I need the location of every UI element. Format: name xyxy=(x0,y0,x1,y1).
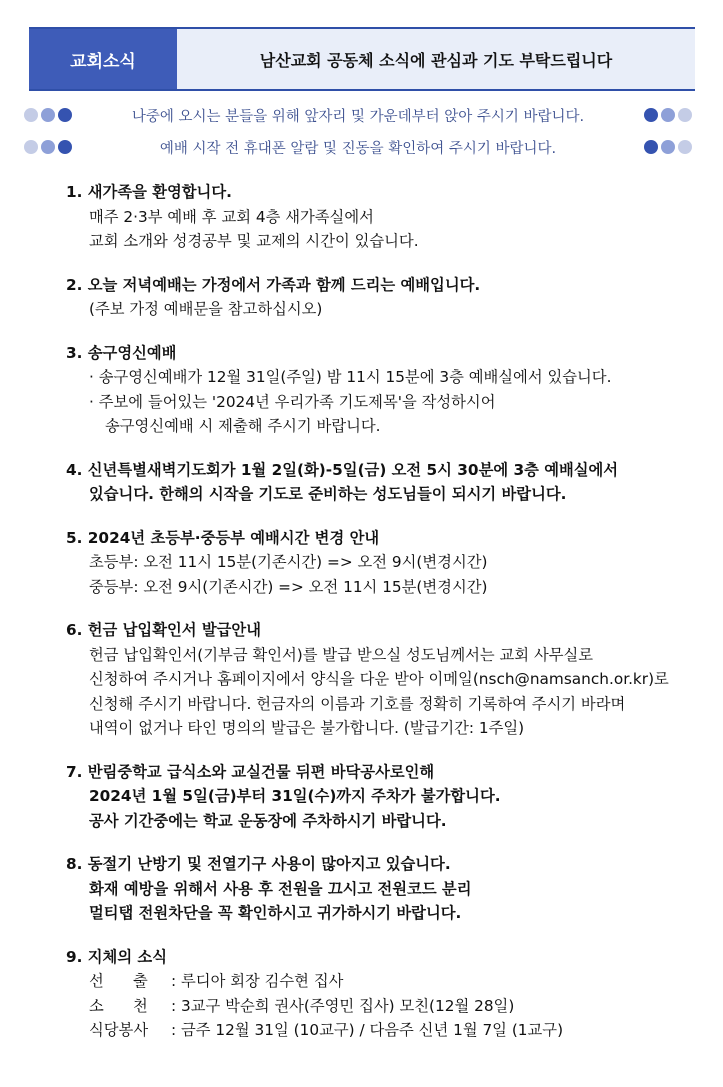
row-text: : 루디아 회장 김수현 집사 xyxy=(171,972,344,990)
row-text: : 금주 12월 31일 (10교구) / 다음주 신년 1월 7일 (1교구) xyxy=(171,1021,564,1039)
member-news-row xyxy=(66,994,706,1019)
item-title: 6. 헌금 납입확인서 발급안내 xyxy=(66,621,261,639)
item-line: · 송구영신예배가 12월 31일(주일) 밤 11시 15분에 3층 예배실에서 있습니다. xyxy=(89,368,612,386)
news-item-3 xyxy=(66,341,706,439)
item-line: 교회 소개와 성경공부 및 교제의 시간이 있습니다. xyxy=(89,232,419,250)
item-line: 공사 기간중에는 학교 운동장에 주차하시기 바랍니다. xyxy=(89,811,447,830)
news-item-5 xyxy=(66,526,706,600)
page-title: 남산교회 공동체 소식에 관심과 기도 부탁드립니다 xyxy=(177,29,695,89)
header-bar xyxy=(29,27,695,91)
dots-left-icon xyxy=(24,108,72,122)
item-line: 2024년 1월 5일(금)부터 31일(수)까지 주차가 불가합니다. xyxy=(89,787,501,805)
notice-row-1 xyxy=(24,104,692,126)
news-item-8 xyxy=(66,852,706,926)
section-tag: 교회소식 xyxy=(29,29,177,89)
row-label: 선 출 xyxy=(89,972,148,990)
news-item-9 xyxy=(66,945,706,1043)
item-line: 헌금 납입확인서(기부금 확인서)를 발급 받으실 성도님께서는 교회 사무실로 xyxy=(89,645,594,664)
item-line: 있습니다. 한해의 시작을 기도로 준비하는 성도님들이 되시기 바랍니다. xyxy=(89,485,567,503)
dots-right-icon xyxy=(644,140,692,154)
dots-right-icon xyxy=(644,108,692,122)
member-news-row xyxy=(66,969,706,994)
notice-row-2 xyxy=(24,136,692,158)
item-title: 2. 오늘 저녁예배는 가정에서 가족과 함께 드리는 예배입니다. xyxy=(66,275,481,294)
item-line: 화재 예방을 위해서 사용 후 전원을 끄시고 전원코드 분리 xyxy=(89,879,472,898)
row-label: 소 천 xyxy=(89,996,148,1015)
item-title: 4. 신년특별새벽기도회가 1월 2일(화)-5일(금) 오전 5시 30분에 3층 예배실에서 xyxy=(66,460,619,479)
item-title: 8. 동절기 난방기 및 전열기구 사용이 많아지고 있습니다. xyxy=(66,855,451,873)
item-line: · 주보에 들어있는 '2024년 우리가족 기도제목'을 작성하시어 xyxy=(89,392,496,411)
row-label: 식당봉사 xyxy=(89,1021,149,1039)
news-item-1 xyxy=(66,180,706,254)
news-item-6 xyxy=(66,618,706,741)
item-line: 내역이 없거나 타인 명의의 발급은 불가합니다. (발급기간: 1주일) xyxy=(89,719,525,737)
item-title: 3. 송구영신예배 xyxy=(66,343,177,362)
item-line: 신청하여 주시거나 홈페이지에서 양식을 다운 받아 이메일(nsch@namsanch.or.kr)로 xyxy=(89,670,669,688)
item-line: 중등부: 오전 9시(기존시간) => 오전 11시 15분(변경시간) xyxy=(89,577,488,596)
row-text: : 3교구 박순희 권사(주영민 집사) 모친(12월 28일) xyxy=(171,996,515,1015)
dots-left-icon xyxy=(24,140,72,154)
member-news-row xyxy=(66,1018,706,1043)
item-title: 1. 새가족을 환영합니다. xyxy=(66,183,232,201)
item-line: 매주 2·3부 예배 후 교회 4층 새가족실에서 xyxy=(89,207,374,226)
news-item-7 xyxy=(66,760,706,834)
notice-text: 나중에 오시는 분들을 위해 앞자리 및 가운데부터 앉아 주시기 바랍니다. xyxy=(131,108,585,125)
news-item-2 xyxy=(66,273,706,322)
item-title: 9. 지체의 소식 xyxy=(66,947,167,966)
item-line: 송구영신예배 시 제출해 주시기 바랍니다. xyxy=(105,417,381,435)
news-item-4 xyxy=(66,458,706,507)
news-list xyxy=(66,180,706,1062)
item-line: (주보 가정 예배문을 참고하십시오) xyxy=(89,300,323,318)
notice-text: 예배 시작 전 휴대폰 알람 및 진동을 확인하여 주시기 바랍니다. xyxy=(159,140,557,157)
item-line: 초등부: 오전 11시 15분(기존시간) => 오전 9시(변경시간) xyxy=(89,553,488,571)
item-line: 멀티탭 전원차단을 꼭 확인하시고 귀가하시기 바랍니다. xyxy=(89,904,462,922)
item-line: 신청해 주시기 바랍니다. 헌금자의 이름과 기호를 정확히 기록하여 주시기 바라며 xyxy=(89,694,626,713)
item-title: 5. 2024년 초등부·중등부 예배시간 변경 안내 xyxy=(66,528,380,547)
item-title: 7. 반림중학교 급식소와 교실건물 뒤편 바닥공사로인해 xyxy=(66,762,435,781)
